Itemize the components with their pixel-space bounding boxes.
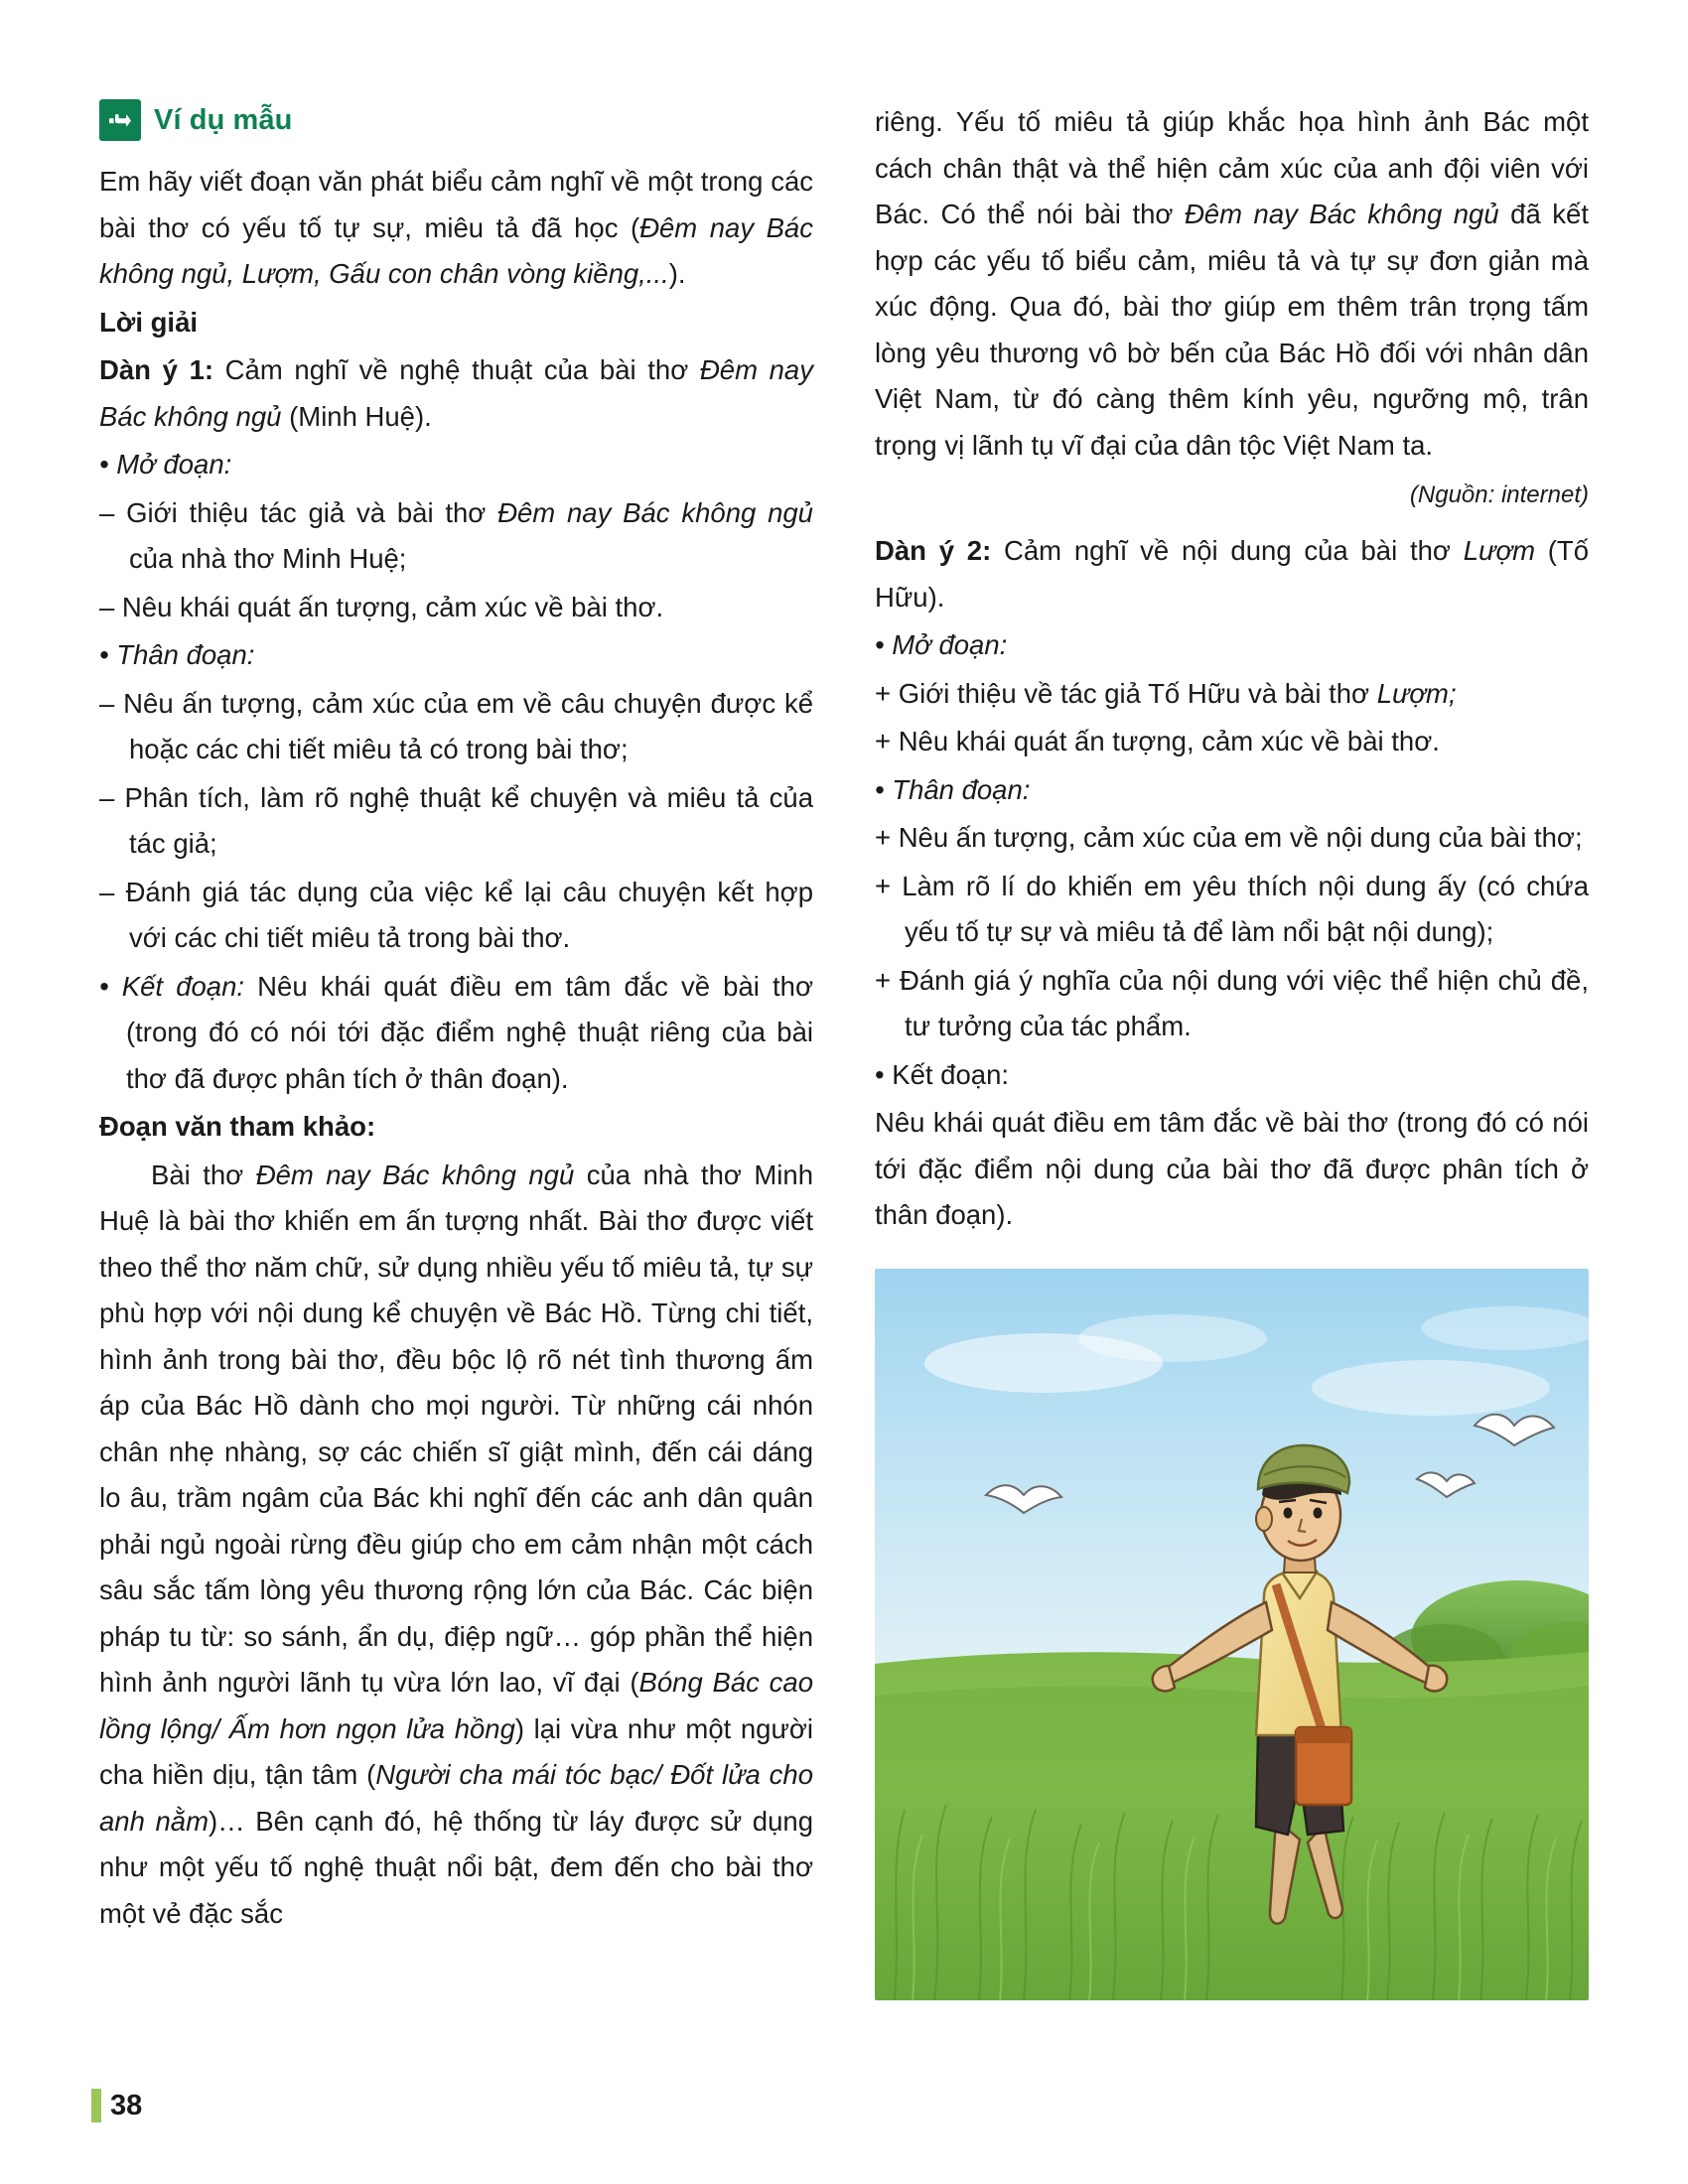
source-attribution: (Nguồn: internet) [1409,481,1589,508]
sample-text-a: Bài thơ [151,1159,256,1190]
page-number-bar [91,2089,101,2122]
page-number-text: 38 [110,2089,143,2121]
dash-intro-poem-title: Đêm nay Bác không ngủ [497,496,813,528]
sample-paragraph [99,1153,813,1938]
bullet-close-text: Nêu khái quát điều em tâm đắc về bài thơ (trong đó có nói tới đặc điểm nghệ thuật riêng của bài thơ đã được phân tích ở thân đoạn). [126,970,813,1094]
plus-overview-item: + Nêu khái quát ấn tượng, cảm xúc về bài thơ. [875,726,1440,756]
dash-body-item-1: – Nêu ấn tượng, cảm xúc của em về câu chuyện được kể hoặc các chi tiết miêu tả có trong bài thơ; [99,687,813,764]
page-number [91,2089,142,2122]
prompt-text-b: ). [668,258,686,289]
sample-quote-1: Bóng Bác cao lồng lộng/ Ấm hơn ngọn lửa hồng [99,1667,813,1744]
outline1-poem-title: Đêm nay Bác không ngủ [99,354,813,432]
cont-text-a: riêng. Yếu tố miêu tả giúp khắc họa hình ảnh Bác một cách chân thật và thể hiện cảm xúc của anh đội viên với Bác. Có thể nói bài thơ [875,106,1589,229]
prompt-text-a: Em hãy viết đoạn văn phát biểu cảm nghĩ về một trong các bài thơ có yếu tố tự sự, miêu tả đã học ( [99,166,813,243]
dash-body-item-2: – Phân tích, làm rõ nghệ thuật kể chuyện và miêu tả của tác giả; [99,781,813,859]
outline1-heading [99,347,813,440]
dash-body-item-3: – Đánh giá tác dụng của việc kể lại câu chuyện kết hợp với các chi tiết miêu tả trong bài thơ. [99,876,813,953]
outline2-poem-title: Lượm [1463,535,1535,566]
sample-text-c: ) lại vừa như một người cha hiền dịu, tận tâm ( [99,1712,813,1790]
dash-intro-text-b: của nhà thơ Minh Huệ; [129,543,407,574]
outline2-text-b: (Tố Hữu). [875,535,1590,613]
section-header [99,99,813,141]
cont-text-b: đã kết hợp các yếu tố biểu cảm, miêu tả và tự sự đơn giản mà xúc động. Qua đó, bài thơ giúp em thêm trân trọng tấm lòng yêu thương vô bờ bến của Bác Hồ đối với nhân dân Việt Nam, từ đó càng thêm kính yêu, ngưỡng mộ, trân trọng vị lãnh tụ vĩ đại của dân tộc Việt Nam ta. [875,199,1589,461]
sample-paragraph-heading: Đoạn văn tham khảo: [99,1111,376,1142]
plus-intro-item [875,671,1589,718]
bullet-open-section: • Mở đoạn: [99,449,232,479]
section-title: Ví dụ mẫu [154,103,293,136]
plus-body-item-3: + Đánh giá ý nghĩa của nội dung với việc thể hiện chủ đề, tư tưởng của tác phẩm. [875,964,1589,1041]
answer-heading: Lời giải [99,306,199,338]
boy-messenger-in-grass-field-illustration [875,1269,1589,2000]
outline1-label: Dàn ý 1: [99,354,214,385]
outline1-text-b: (Minh Huệ). [281,400,432,432]
sample-text-b: của nhà thơ Minh Huệ là bài thơ khiến em ấn tượng nhất. Bài thơ được viết theo thể thơ năm chữ, sử dụng nhiều yếu tố miêu tả, tự sự phù hợp với nội dung kể chuyện về Bác Hồ. Từng chi tiết, hình ảnh trong bài thơ, đều bộc lộ rõ nét tình thương ấm áp của Bác Hồ dành cho mọi người. Từ những cái nhón chân nhẹ nhàng, sợ các chiến sĩ giật mình, đến cái dáng lo âu, trầm ngâm của Bác khi nghĩ đến các anh dân quân phải ngủ ngoài rừng đều giúp cho em cảm nhận một cách sâu sắc tấm lòng yêu thương rộng lớn của Bác. Các biện pháp tu từ: so sánh, ẩn dụ, điệp ngữ… góp phần thể hiện hình ảnh người lãnh tụ vừa lớn lao, vĩ đại ( [99,1159,813,1698]
outline2-label: Dàn ý 2: [875,535,992,566]
plus-intro-poem-title: Lượm; [1376,677,1457,709]
illustration-figure [875,1269,1589,2000]
dash-intro-item [99,490,813,583]
bullet-open-section-2: • Mở đoạn: [875,629,1008,660]
pointing-hand-icon [99,99,141,141]
sample-paragraph-continued [875,99,1589,469]
left-column [99,99,813,2000]
bullet-body-section: • Thân đoạn: [99,639,255,670]
close-paragraph: Nêu khái quát điều em tâm đắc về bài thơ (trong đó có nói tới đặc điểm nội dung của bài thơ đã được phân tích ở thân đoạn). [875,1107,1589,1230]
prompt-paragraph [99,159,813,298]
right-column [875,99,1589,2000]
dash-intro-text-a: – Giới thiệu tác giả và bài thơ [99,496,498,528]
cont-poem-title: Đêm nay Bác không ngủ [1184,199,1499,229]
bullet-body-section-2: • Thân đoạn: [875,773,1031,805]
sample-text-d: )… Bên cạnh đó, hệ thống từ láy được sử dụng như một yếu tố nghệ thuật nổi bật, đem đến cho bài thơ một vẻ đặc sắc [99,1805,813,1929]
plus-body-item-2: + Làm rõ lí do khiến em yêu thích nội dung ấy (có chứa yếu tố tự sự và miêu tả để làm nổi bật nội dung); [875,870,1589,947]
two-column-layout [99,99,1589,2000]
outline2-text-a: Cảm nghĩ về nội dung của bài thơ [991,535,1464,566]
dash-overview-item: – Nêu khái quát ấn tượng, cảm xúc về bài thơ. [99,591,664,622]
prompt-poem-titles: Đêm nay Bác không ngủ, Lượm, Gấu con chân vòng kiềng,... [99,211,813,289]
bullet-close-section-2: • Kết đoạn: [875,1058,1010,1090]
outline1-text-a: Cảm nghĩ về nghệ thuật của bài thơ [213,354,700,385]
sample-quote-2: Người cha mái tóc bạc/ Đốt lửa cho anh nằm [99,1759,813,1837]
plus-intro-text: + Giới thiệu về tác giả Tố Hữu và bài thơ [875,677,1377,709]
bullet-close-section [99,964,813,1103]
plus-body-item-1: + Nêu ấn tượng, cảm xúc của em về nội dung của bài thơ; [875,822,1583,853]
outline2-heading [875,528,1589,620]
bullet-close-label: • Kết đoạn: [99,970,245,1002]
sample-poem-title-1: Đêm nay Bác không ngủ [255,1159,575,1190]
